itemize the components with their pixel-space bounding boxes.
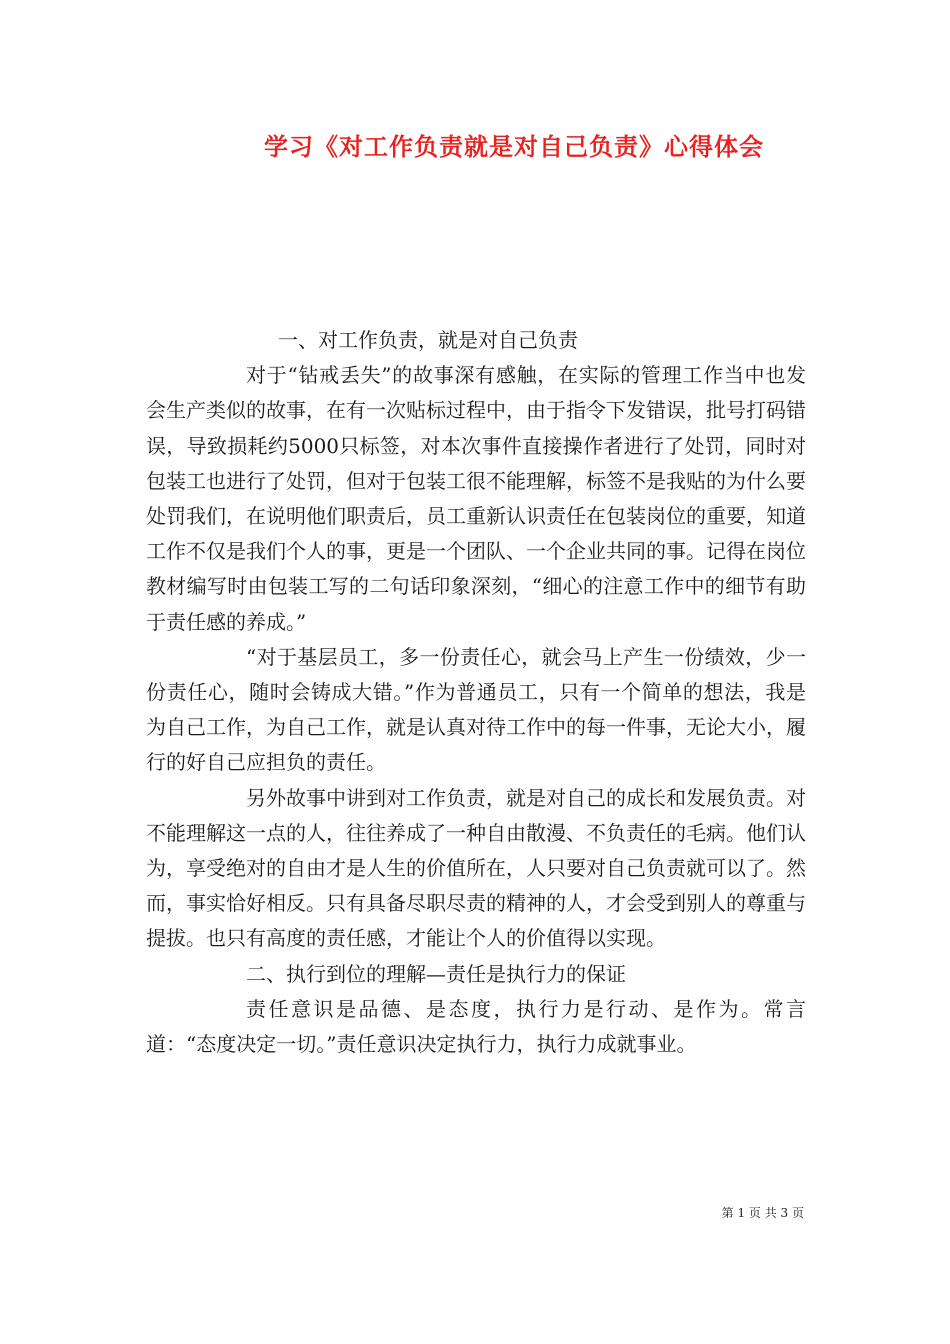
section-heading-1: 一、对工作负责，就是对自己负责: [278, 328, 578, 352]
document-body: [146, 323, 806, 1062]
document-title: 学习《对工作负责就是对自己负责》心得体会: [264, 132, 764, 161]
section-heading-2: 二、执行到位的理解—责任是执行力的保证: [246, 961, 626, 986]
paragraph-4: 责任意识是品德、是态度，执行力是行动、是作为。常言道：“态度决定一切。”责任意识决定执行力，执行力成就事业。: [146, 996, 806, 1057]
paragraph-1: 对于“钻戒丢失”的故事深有感触，在实际的管理工作当中也发会生产类似的故事，在有一次贴标过程中，由于指令下发错误，批号打码错误，导致损耗约5000只标签，对本次事件直接操作者进行了处罚，同时对包装工也进行了处罚，但对于包装工很不能理解，标签不是我贴的为什么要处罚我们，在说明他们职责后，员工重新认识责任在包装岗位的重要，知道工作不仅是我们个人的事，更是一个团队、一个企业共同的事。记得在岗位教材编写时由包装工写的二句话印象深刻，“细心的注意工作中的细节有助于责任感的养成。”: [146, 363, 806, 634]
paragraph-3: 另外故事中讲到对工作负责，就是对自己的成长和发展负责。对不能理解这一点的人，往往养成了一种自由散漫、不负责任的毛病。他们认为，享受绝对的自由才是人生的价值所在，人只要对自己负责就可以了。然而，事实恰好相反。只有具备尽职尽责的精神的人，才会受到别人的尊重与提拔。也只有高度的责任感，才能让个人的价值得以实现。: [146, 785, 806, 951]
paragraph-2: “对于基层员工，多一份责任心，就会马上产生一份绩效，少一份责任心，随时会铸成大错。”作为普通员工，只有一个简单的想法，我是为自己工作，为自己工作，就是认真对待工作中的每一件事，无论大小，履行的好自己应担负的责任。: [146, 644, 806, 775]
page-number: 第 1 页 共 3 页: [721, 1206, 804, 1220]
